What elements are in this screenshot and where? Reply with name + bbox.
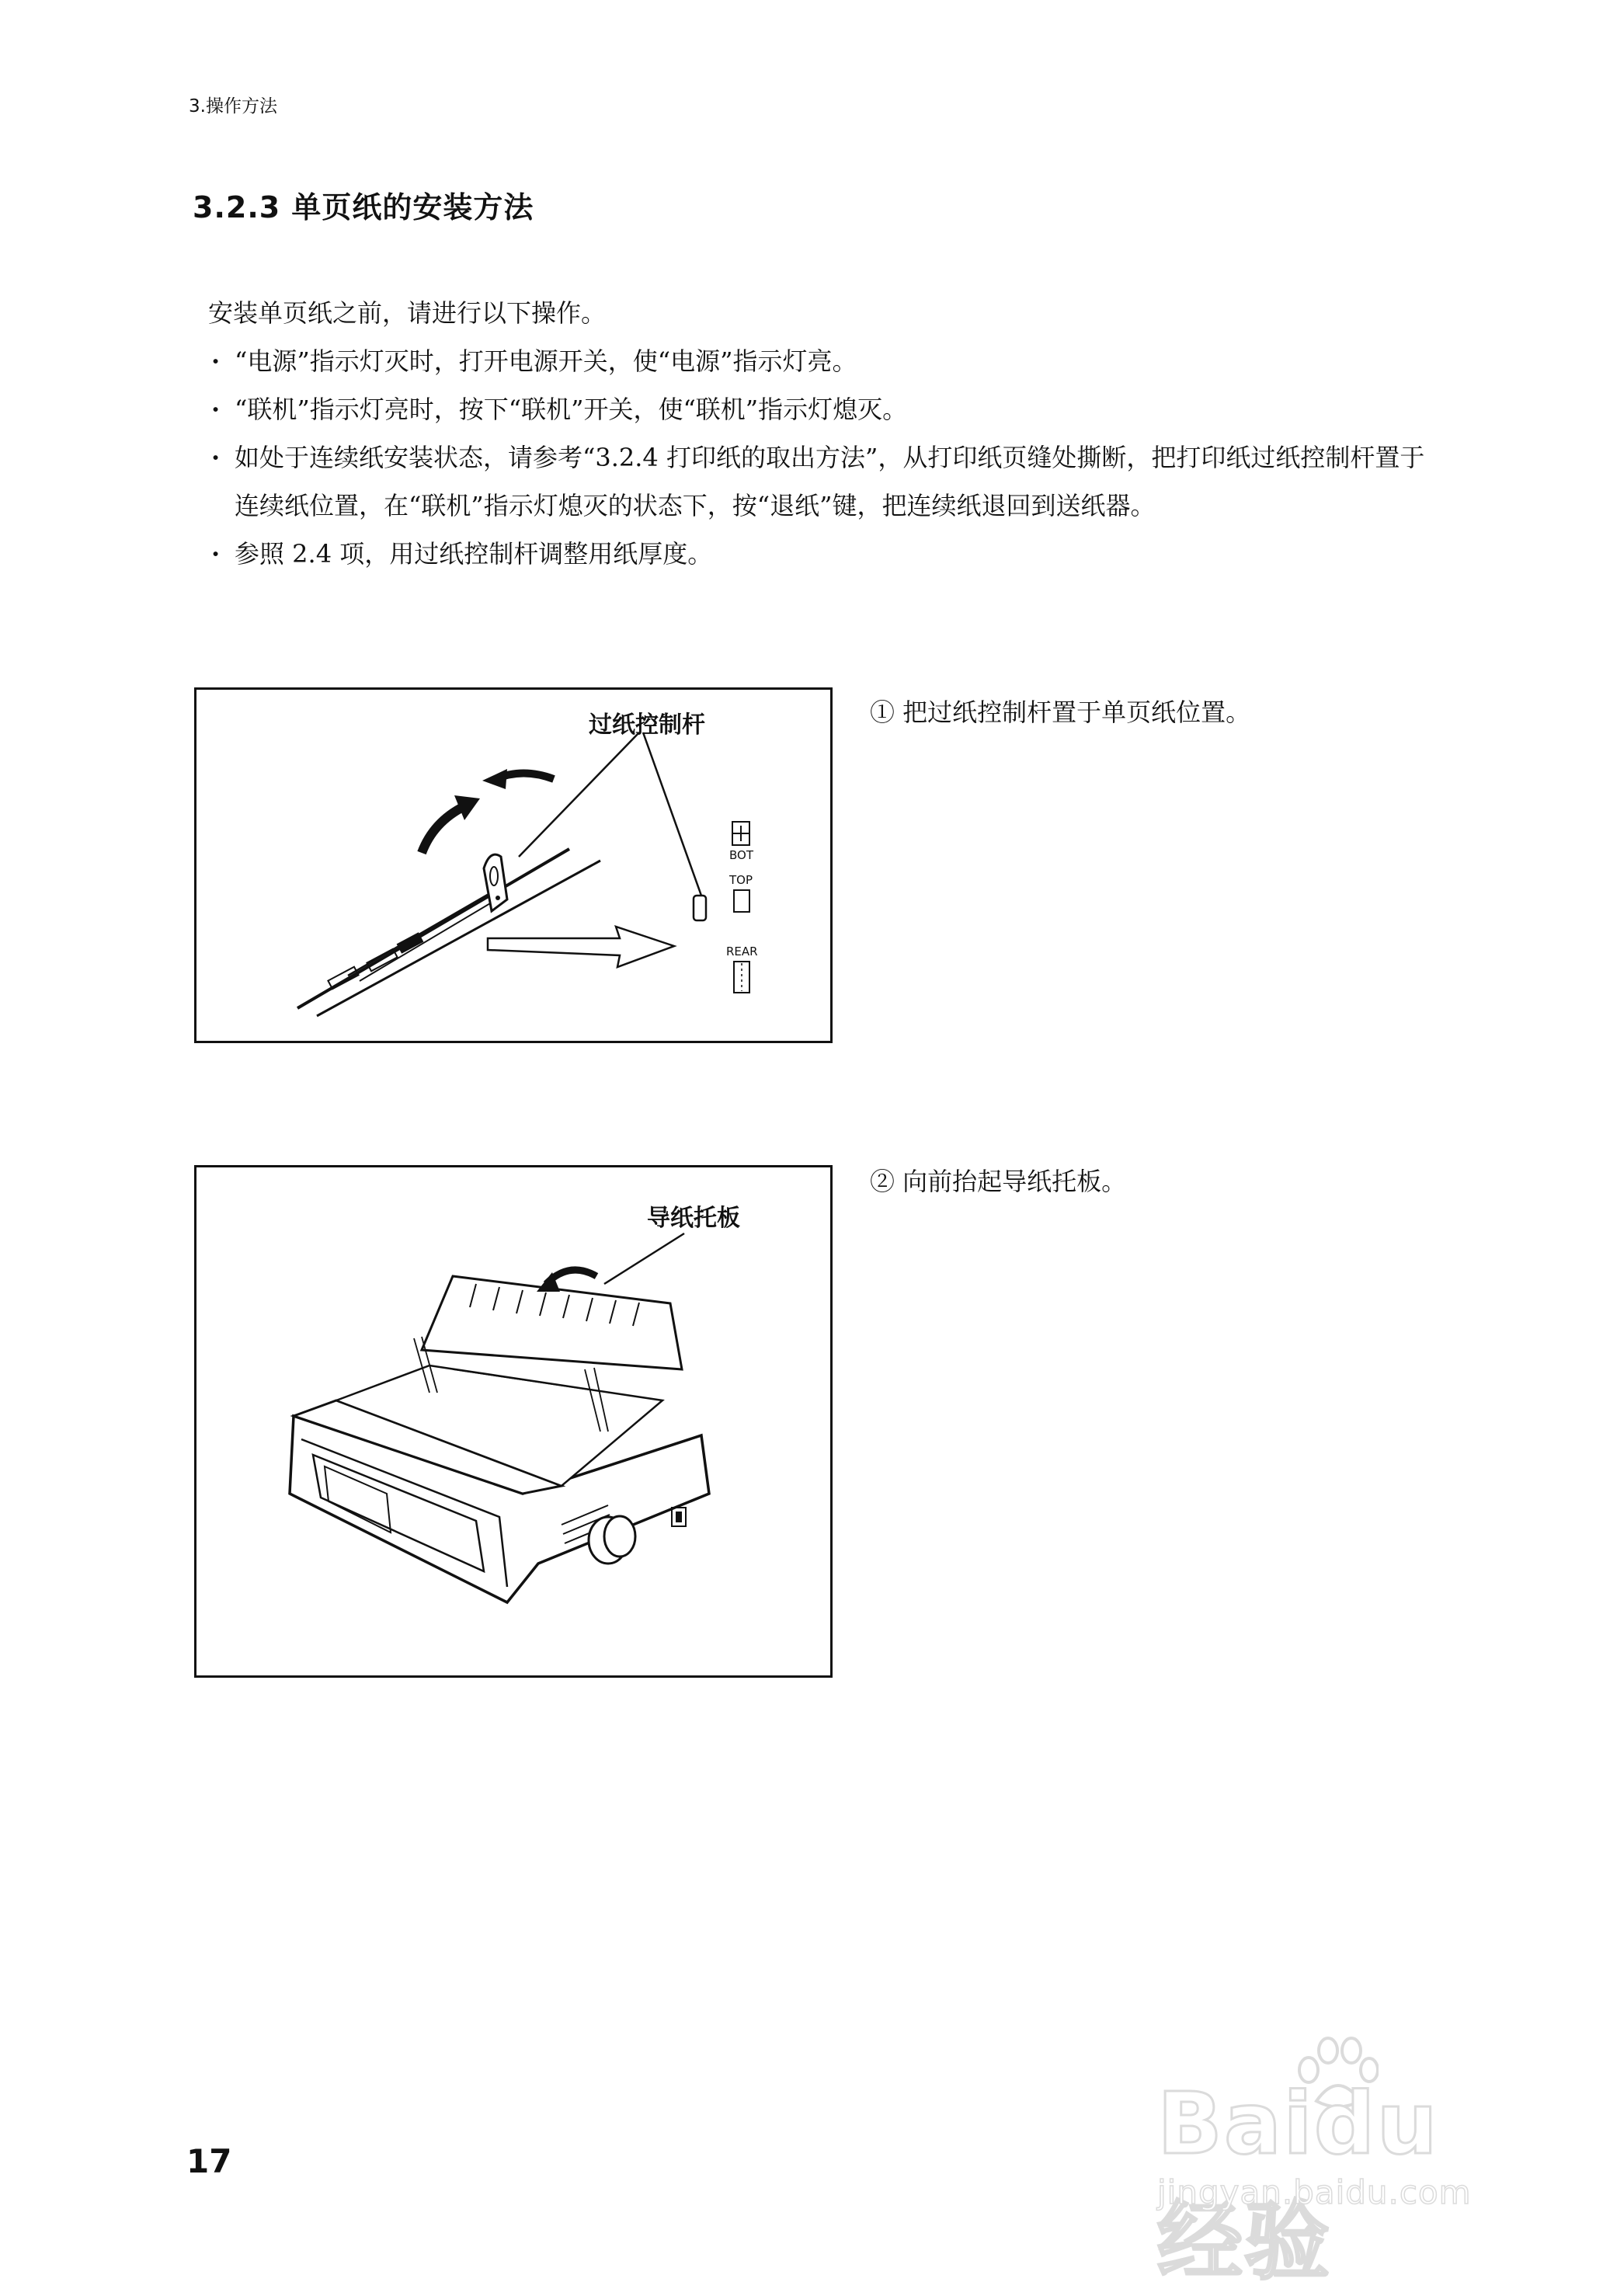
icon-label-rear: REAR	[726, 944, 758, 958]
list-item: · 参照 2.4 项，用过纸控制杆调整用纸厚度。	[208, 530, 1446, 578]
watermark-brand: Baidu经验	[1157, 2074, 1439, 2291]
watermark	[1142, 2035, 1514, 2291]
figure-label: 过纸控制杆	[589, 711, 705, 739]
page-title: 3.2.3 单页纸的安装方法	[193, 190, 534, 224]
icon-label-top: TOP	[729, 873, 753, 887]
list-item: · “电源”指示灯灭时，打开电源开关，使“电源”指示灯亮。	[208, 337, 1446, 385]
prerequisite-list	[208, 337, 1446, 578]
list-item: · 如处于连续纸安装状态，请参考“3.2.4 打印纸的取出方法”，从打印纸页缝处撕断，把打印纸过纸控制杆置于连续纸位置，在“联机”指示灯熄灭的状态下，按“退纸”键，把连续纸退回到送纸器。	[208, 433, 1446, 530]
page-number: 17	[186, 2142, 232, 2180]
figure-paper-lever	[194, 687, 833, 1043]
paper-lever-illustration	[196, 690, 830, 1041]
figure-paper-guide	[194, 1165, 833, 1678]
section-header: 3.操作方法	[189, 96, 277, 117]
list-item: · “联机”指示灯亮时，按下“联机”开关，使“联机”指示灯熄灭。	[208, 385, 1446, 433]
figure-label: 导纸托板	[647, 1205, 740, 1232]
step-2-instruction: ② 向前抬起导纸托板。	[870, 1167, 1127, 1196]
icon-label-bot: BOT	[729, 848, 753, 862]
watermark-url: jingyan.baidu.com	[1157, 2173, 1472, 2211]
step-1-instruction: ① 把过纸控制杆置于单页纸位置。	[870, 697, 1251, 727]
intro-text: 安装单页纸之前，请进行以下操作。	[208, 298, 607, 328]
printer-illustration	[196, 1167, 830, 1675]
